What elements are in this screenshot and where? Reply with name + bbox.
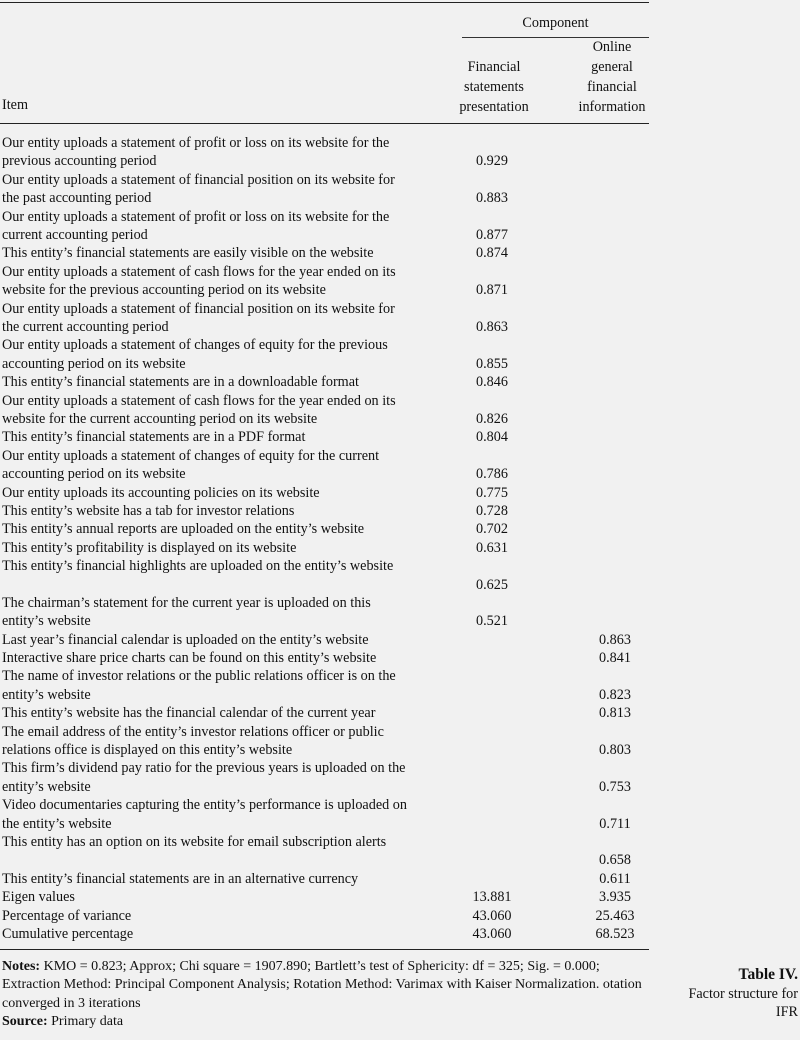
row-item-text: Our entity uploads a statement of changes of equity for the current accounting period on its website xyxy=(2,447,380,483)
source-label: Source: xyxy=(2,1014,48,1030)
table-row xyxy=(0,796,660,833)
table-row xyxy=(0,704,660,722)
caption-line: Factor structure for xyxy=(688,985,798,1002)
row-item-text: Cumulative percentage xyxy=(2,926,134,943)
table-row xyxy=(0,447,660,484)
row-item-text: Our entity uploads a statement of cash flows for the year ended on its website for the previous accounting period on its website xyxy=(2,263,396,299)
row-value-financial-statements: 0.786 xyxy=(476,466,508,483)
table-row xyxy=(0,759,660,796)
row-item-text: This entity’s financial highlights are uploaded on the entity’s website xyxy=(2,558,394,575)
component-header: Component xyxy=(522,15,589,31)
row-value-online-info: 25.463 xyxy=(595,907,635,924)
row-item-text: Our entity uploads a statement of profit or loss on its website for the current accounting period xyxy=(2,208,390,243)
row-value-financial-statements: 43.060 xyxy=(472,926,512,943)
row-item-text: Our entity uploads a statement of cash flows for the year ended on its website for the current accounting period on its website xyxy=(2,392,396,427)
row-item-text: Our entity uploads a statement of changes of equity for the previous accounting period on its website xyxy=(2,337,388,372)
row-item-text: Last year’s financial calendar is uploaded on the entity’s website xyxy=(2,631,369,648)
table-row xyxy=(0,484,660,502)
source-line xyxy=(2,1013,652,1031)
row-item-text: This entity’s financial statements are in an alternative currency xyxy=(2,870,359,887)
column-header-online-info xyxy=(572,37,652,117)
notes-text: KMO = 0.823; Approx; Chi square = 1907.890; Bartlett’s test of Sphericity: df = 325; Sig. = 0.000; Extraction Method: Principal Component Analysis; Rotation Method: Varimax with Kaiser Normalization. otation converged in 3 iterations xyxy=(2,959,642,1011)
table-row xyxy=(0,502,660,520)
row-value-financial-statements: 0.874 xyxy=(476,245,508,262)
row-item-text: The chairman’s statement for the current year is uploaded on this entity’s website xyxy=(2,594,371,630)
column-header-line: Financial xyxy=(467,59,521,75)
column-header-line: information xyxy=(578,99,646,115)
row-value-online-info: 0.658 xyxy=(599,852,631,869)
row-value-financial-statements: 0.826 xyxy=(476,410,508,427)
row-value-online-info: 0.711 xyxy=(599,815,631,832)
row-value-online-info: 0.823 xyxy=(599,686,631,703)
row-value-online-info: 68.523 xyxy=(595,926,635,943)
column-header-line: presentation xyxy=(459,99,529,115)
row-value-financial-statements: 0.728 xyxy=(476,502,508,519)
table-row xyxy=(0,888,660,906)
row-item-text: This entity’s profitability is displayed on its website xyxy=(2,539,297,556)
row-value-financial-statements: 0.702 xyxy=(476,521,508,538)
table-row xyxy=(0,649,660,667)
row-item-text: This entity’s annual reports are uploaded on the entity’s website xyxy=(2,521,365,538)
table-row xyxy=(0,667,660,704)
table-row xyxy=(0,373,660,391)
row-item-text: This entity’s website has the financial calendar of the current year xyxy=(2,705,376,722)
row-value-financial-statements: 43.060 xyxy=(472,907,512,924)
row-value-online-info: 0.813 xyxy=(599,705,631,722)
notes-paragraph xyxy=(2,958,652,1013)
table-row xyxy=(0,631,660,649)
header-rule xyxy=(0,123,649,124)
row-value-financial-statements: 0.929 xyxy=(476,153,508,170)
source-text: Primary data xyxy=(47,1014,124,1030)
top-rule xyxy=(0,2,649,3)
row-item-text: The email address of the entity’s investor relations officer or public relations office is displayed on this entity’s website xyxy=(2,723,384,759)
table-row xyxy=(0,134,660,171)
table-row xyxy=(0,171,660,208)
table-row xyxy=(0,833,660,870)
table-caption xyxy=(688,966,798,1022)
row-value-financial-statements: 0.775 xyxy=(476,484,508,501)
item-header: Item xyxy=(2,97,28,113)
table-row xyxy=(0,428,660,446)
row-item-text: This entity’s financial statements are in a PDF format xyxy=(2,429,306,446)
table-notes xyxy=(2,958,652,1032)
caption-title: Table IV. xyxy=(738,966,798,983)
table-row xyxy=(0,520,660,538)
row-value-financial-statements: 0.863 xyxy=(476,318,508,335)
row-item-text: Eigen values xyxy=(2,889,75,906)
row-item-text: This entity has an option on its website for email subscription alerts xyxy=(2,834,387,851)
table-row xyxy=(0,594,660,631)
table-row xyxy=(0,723,660,760)
row-item-text: Video documentaries capturing the entity’s performance is uploaded on the entity’s website xyxy=(2,797,407,832)
row-item-text: The name of investor relations or the public relations officer is on the entity’s website xyxy=(2,668,396,703)
row-item-text: Our entity uploads a statement of financial position on its website for the past accounting period xyxy=(2,171,395,207)
row-item-text: Percentage of variance xyxy=(2,907,132,924)
row-item-text: Interactive share price charts can be found on this entity’s website xyxy=(2,650,377,667)
table-row xyxy=(0,244,660,262)
row-value-online-info: 0.611 xyxy=(599,870,631,887)
row-value-financial-statements: 0.871 xyxy=(476,282,508,299)
row-item-text: This entity’s website has a tab for investor relations xyxy=(2,502,295,519)
caption-line: IFR xyxy=(775,1004,798,1020)
table-row xyxy=(0,907,660,925)
row-item-text: Our entity uploads a statement of profit or loss on its website for the previous accounting period xyxy=(2,135,390,170)
row-value-financial-statements: 0.846 xyxy=(476,374,508,391)
row-value-online-info: 0.753 xyxy=(599,778,631,795)
row-value-online-info: 0.863 xyxy=(599,631,631,648)
row-value-financial-statements: 0.804 xyxy=(476,429,508,446)
row-value-online-info: 0.803 xyxy=(599,742,631,759)
row-value-financial-statements: 0.625 xyxy=(476,576,508,593)
column-header-line: Online xyxy=(592,39,632,55)
row-item-text: Our entity uploads its accounting policies on its website xyxy=(2,484,320,501)
row-value-financial-statements: 0.521 xyxy=(476,613,508,630)
column-header-financial-statements xyxy=(446,57,542,117)
table-row xyxy=(0,300,660,337)
column-header-line: financial xyxy=(587,79,637,95)
row-item-text: This entity’s financial statements are in a downloadable format xyxy=(2,374,359,391)
row-value-online-info: 3.935 xyxy=(599,889,631,906)
row-item-text: Our entity uploads a statement of financial position on its website for the current accounting period xyxy=(2,300,395,335)
notes-label: Notes: xyxy=(2,959,41,974)
row-value-financial-statements: 0.877 xyxy=(476,226,508,243)
bottom-rule xyxy=(0,949,649,950)
table-row xyxy=(0,925,660,943)
row-item-text: This entity’s financial statements are easily visible on the website xyxy=(2,245,374,262)
row-item-text: This firm’s dividend pay ratio for the previous years is uploaded on the entity’s website xyxy=(2,760,406,795)
table-row xyxy=(0,392,660,429)
row-value-online-info: 0.841 xyxy=(599,650,631,667)
table-row xyxy=(0,870,660,888)
row-value-financial-statements: 13.881 xyxy=(472,889,512,906)
table-row xyxy=(0,263,660,300)
column-header-line: general xyxy=(591,59,633,75)
row-value-financial-statements: 0.883 xyxy=(476,190,508,207)
row-value-financial-statements: 0.631 xyxy=(476,539,508,556)
table-row xyxy=(0,539,660,557)
row-value-financial-statements: 0.855 xyxy=(476,355,508,372)
table-body xyxy=(0,134,660,943)
table-row xyxy=(0,557,660,594)
column-header-line: statements xyxy=(464,79,524,95)
table-row xyxy=(0,336,660,373)
table-row xyxy=(0,208,660,245)
